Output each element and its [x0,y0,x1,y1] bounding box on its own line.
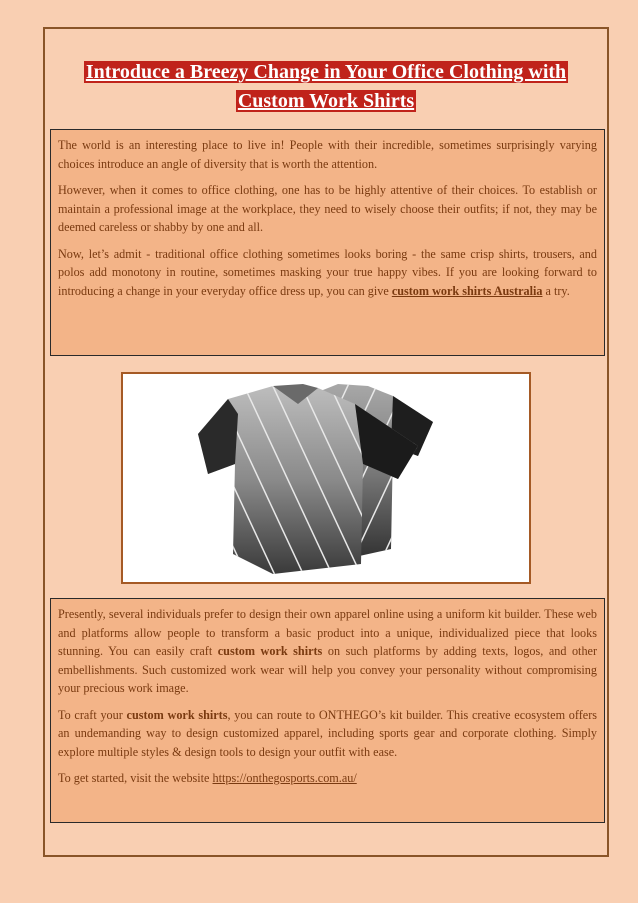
polo-shirts-illustration [123,374,528,581]
details-paragraph-2 [58,706,597,762]
details-paragraph-1-end: on such platforms by adding texts, logos, and other embellishments. Such customized work wear will help you convey your personality without compromising your precious work image. [58,644,598,695]
details-paragraph-2-end: , you can route to ONTHEGO’s kit builder. This creative ecosystem offers an undemanding way to design customized apparel, including sports gear and corporate clothing. Simply explore multiple styles & design tools to design your outfit with ease. [58,707,598,759]
custom-work-shirts-bold-1: custom work shirts [217,644,323,658]
details-paragraph-1-text: Presently, several individuals prefer to design their own apparel online using a uniform kit builder. These web and platforms allow people to transform a basic product into a unique, individualized piece that looks stunning. You can easily craft [58,607,597,658]
details-paragraph-3 [58,769,597,788]
custom-work-shirts-bold-2: custom work shirts [126,707,228,722]
title-line-2: Custom Work Shirts [237,90,415,112]
details-paragraph-3-text: To get started, visit the website [58,771,213,785]
onthego-website-link[interactable]: https://onthegosports.com.au/ [212,771,357,785]
intro-paragraph-3-end: a try. [542,283,570,298]
intro-paragraph-1: The world is an interesting place to live in! People with their incredible, sometimes surprisingly varying choices introduce an angle of diversity that is worth the attention. [58,138,597,171]
shirt-image [121,372,531,584]
intro-paragraph-2: However, when it comes to office clothing, one has to be highly attentive of their choices. To establish or maintain a professional image at the workplace, they need to wisely choose their outfits; if not, they may be deemed careless or shabby by one and all. [58,183,597,234]
details-paragraph-1 [58,605,597,698]
custom-work-shirts-australia-link[interactable]: custom work shirts Australia [391,283,543,298]
page-title [55,58,597,116]
intro-paragraph-3-text: Now, let’s admit - traditional office clothing sometimes looks boring - the same crisp shirts, trousers, and polos add monotony in routine, sometimes masking your true happy vibes. If you are looking forward to introducing a change in your everyday office dress up, you can give [58,246,597,298]
intro-paragraph-3 [58,245,597,301]
intro-text-box [50,129,605,356]
title-line-1: Introduce a Breezy Change in Your Office Clothing with [85,61,567,83]
details-paragraph-2-text: To craft your [58,707,127,722]
details-text-box [50,598,605,823]
